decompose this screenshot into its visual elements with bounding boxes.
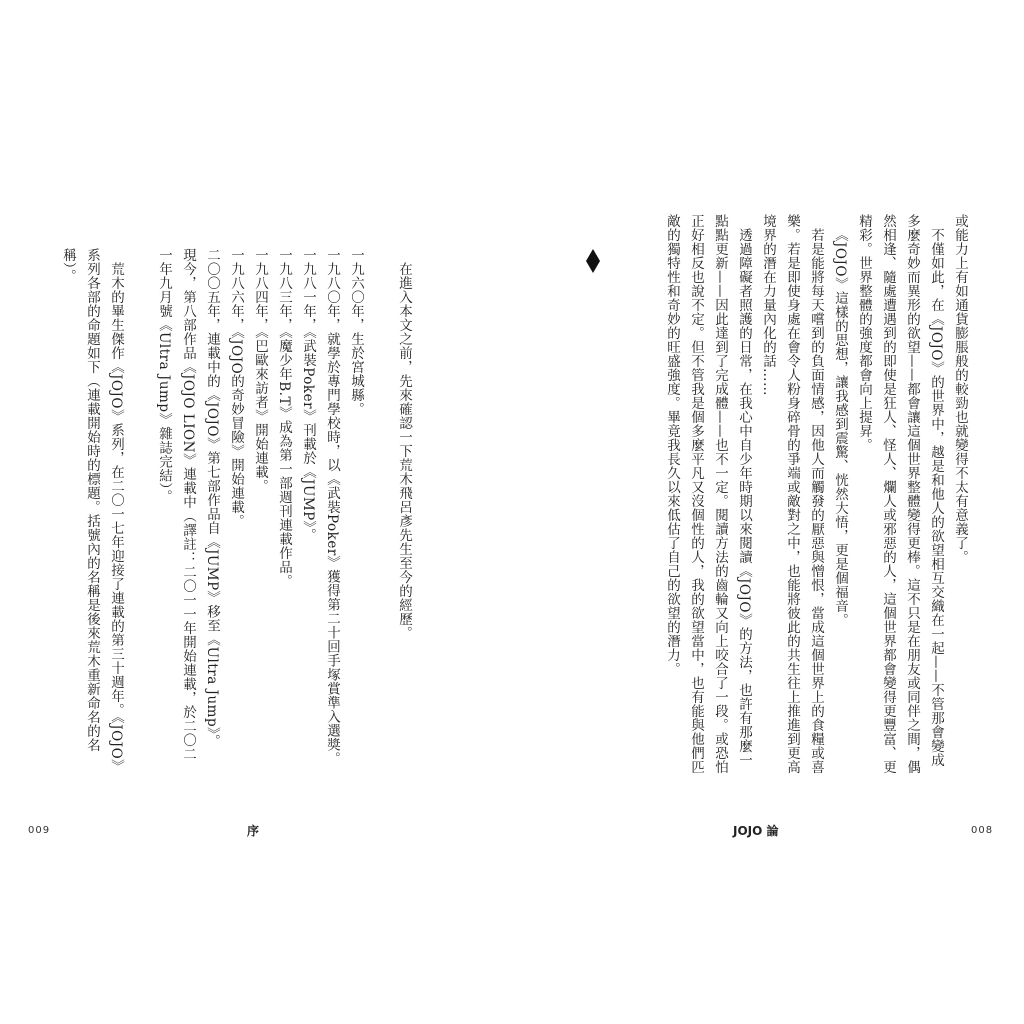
intro-paragraph: 在進入本文之前，先來確認一下荒木飛呂彥先生至今的經歷。 (396, 261, 412, 640)
paragraph: 若是能將每天嚐到的負面情感，因他人而觸發的厭惡與憎恨，當成這個世界上的食糧或喜樂。若是即使身處在會令人粉身碎骨的爭端或敵對之中，也能將彼此的共生往上推進到更高境界的潛在力量內化的話…… (760, 214, 824, 774)
timeline-item: 一九八六年，《JOJO的奇妙冒險》開始連載。 (228, 248, 244, 529)
running-head-right: JOJO 論 (733, 824, 779, 838)
page-number-left: 009 (28, 825, 51, 836)
diamond-ornament (586, 249, 600, 273)
spacer (368, 248, 392, 768)
closing-paragraph: 荒木的畢生傑作《JOJO》系列，在二〇一七年迎接了連載的第三十週年。《JOJO》系列各部的命題如下（連載開始時的標題。括號內的名稱是後來荒木重新命名的名稱）。 (60, 248, 124, 766)
right-page-text (660, 214, 972, 774)
paragraph: 不僅如此，在《JOJO》的世界中，越是和他人的欲望相互交織在一起——不管那會變成多麼奇妙而異形的欲望——都會讓這個世界整體變得更棒。這不只是在朋友或同伴之間，偶然相逢、隨處遭遇到的即使是狂人、怪人、爛人或邪惡的人，這個世界都會變得更豐富、更精彩。世界整體的強度都會向上提昇。 (856, 214, 944, 774)
page-number-right: 008 (971, 825, 994, 836)
timeline-item: 一九八四年，《巴歐來訪者》開始連載。 (252, 248, 268, 494)
paragraph: 《JOJO》這樣的思想，讓我感到震驚、恍然大悟，更是個福音。 (832, 227, 848, 627)
paragraph: 或能力上有如通貨膨脹般的較勁也就變得不太有意義了。 (952, 214, 968, 564)
timeline-item: 現今，第八部作品《JOJO LION》連載中（譯註：二〇一一年開始連載，於二〇二一年九月號《Ultra Jump》雜誌完結）。 (156, 248, 196, 761)
page-right (512, 0, 1024, 1024)
left-page-text (56, 248, 416, 768)
timeline-item: 一九八〇年，就學於專門學校時，以《武裝Poker》獲得第二十回手塚賞準入選獎。 (324, 248, 340, 766)
timeline-item: 一九八一年，《武裝Poker》刊載於《JUMP》。 (300, 248, 316, 542)
paragraph: 透過障礙者照護的日常，在我心中自少年時期以來閱讀《JOJO》的方法，也許有那麼一點點更新——因此達到了完成體——也不一定。閱讀方法的齒輪又向上咬合了一段。或恐怕正好相反也說不定。但不管我是個多麼平凡又沒個性的人，我的欲望當中，也有能與他們匹敵的獨特性和奇妙的旺盛強度。畢竟我長久以來低估了自己的欲望的潛力。 (664, 214, 752, 774)
timeline-item: 一九八三年，《魔少年B.T》成為第一部週刊連載作品。 (276, 248, 292, 588)
spacer (128, 248, 152, 768)
timeline-item: 二〇〇五年，連載中的《JOJO》第七部作品自《JUMP》移至《Ultra Jump》。 (204, 248, 220, 749)
timeline-item: 一九六〇年，生於宮城縣。 (348, 248, 364, 416)
running-head-left: 序 (247, 824, 260, 838)
